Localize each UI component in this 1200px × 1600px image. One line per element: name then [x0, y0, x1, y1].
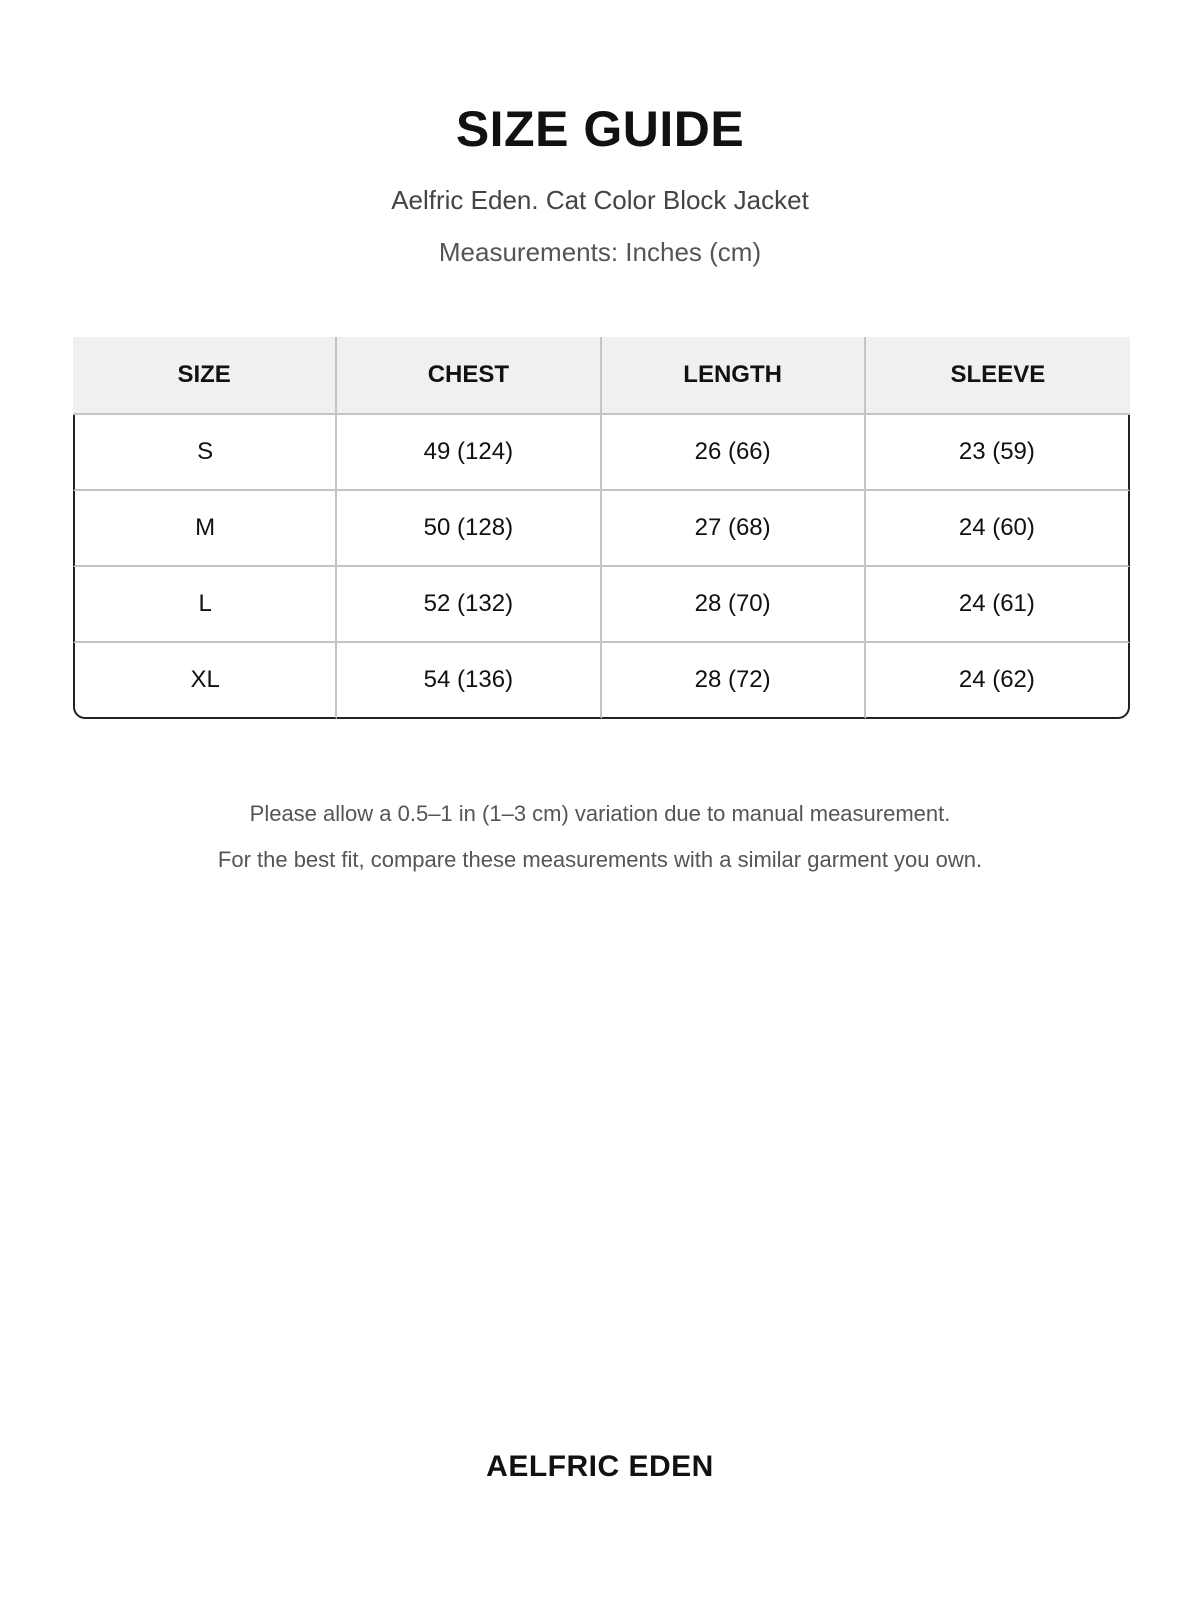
- fit-tip-note: For the best fit, compare these measurements with a similar garment you own.: [217, 847, 983, 872]
- page-title: SIZE GUIDE: [455, 101, 745, 157]
- table-row: [73, 643, 1130, 719]
- brand-footer: AELFRIC EDEN: [486, 1450, 714, 1483]
- column-header-size: SIZE: [73, 337, 337, 415]
- cell-length: 28 (70): [602, 567, 866, 643]
- cell-size: M: [73, 491, 337, 567]
- table-row: [73, 567, 1130, 643]
- table-row: [73, 415, 1130, 491]
- cell-sleeve: 24 (62): [866, 643, 1130, 719]
- table-header-row: [73, 337, 1130, 415]
- product-name: Aelfric Eden. Cat Color Block Jacket: [391, 185, 809, 215]
- variation-note: Please allow a 0.5–1 in (1–3 cm) variation due to manual measurement.: [249, 801, 951, 826]
- cell-length: 28 (72): [602, 643, 866, 719]
- cell-size: XL: [73, 643, 337, 719]
- table-row: [73, 491, 1130, 567]
- size-table: [73, 337, 1130, 719]
- cell-size: S: [73, 415, 337, 491]
- cell-size: L: [73, 567, 337, 643]
- cell-chest: 50 (128): [337, 491, 601, 567]
- size-table-container: [73, 337, 1130, 719]
- cell-sleeve: 24 (61): [866, 567, 1130, 643]
- units-note: Measurements: Inches (cm): [438, 237, 762, 267]
- column-header-sleeve: SLEEVE: [866, 337, 1130, 415]
- cell-length: 26 (66): [602, 415, 866, 491]
- cell-sleeve: 24 (60): [866, 491, 1130, 567]
- cell-chest: 54 (136): [337, 643, 601, 719]
- cell-sleeve: 23 (59): [866, 415, 1130, 491]
- cell-chest: 49 (124): [337, 415, 601, 491]
- cell-length: 27 (68): [602, 491, 866, 567]
- cell-chest: 52 (132): [337, 567, 601, 643]
- column-header-chest: CHEST: [337, 337, 601, 415]
- column-header-length: LENGTH: [602, 337, 866, 415]
